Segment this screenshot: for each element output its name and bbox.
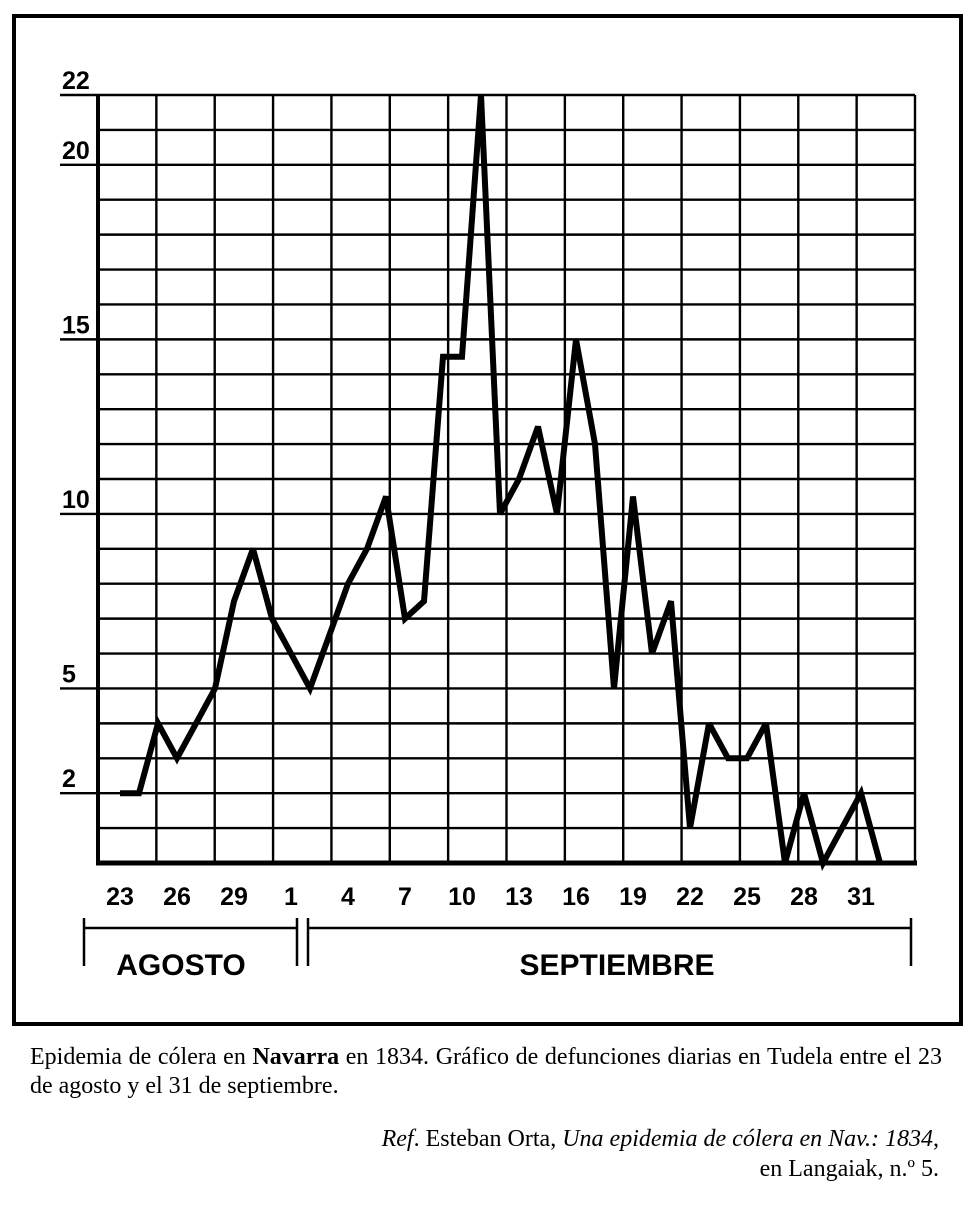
x-tick-label: 13 [505, 883, 533, 911]
reference-source: en Langaiak, n.º 5. [759, 1156, 939, 1182]
data-point [861, 793, 862, 794]
caption-text-1: Epidemia de cólera en [30, 1044, 253, 1070]
data-point [367, 548, 368, 549]
data-point [158, 723, 159, 724]
data-point [234, 601, 235, 602]
data-point [405, 618, 406, 619]
data-point [424, 601, 425, 602]
x-tick-label: 28 [790, 883, 818, 911]
data-point [747, 758, 748, 759]
x-tick-label: 4 [341, 883, 355, 911]
data-point [709, 723, 710, 724]
reference-comma: , [933, 1126, 939, 1152]
y-tick-label: 20 [62, 136, 90, 165]
y-tick-label: 22 [62, 67, 90, 95]
data-point [576, 339, 577, 340]
month-label-septiembre: SEPTIEMBRE [519, 949, 715, 982]
x-axis-tick-labels [106, 883, 875, 911]
reference-author: . Esteban Orta, [413, 1126, 563, 1152]
x-tick-label: 10 [448, 883, 476, 911]
data-point [348, 583, 349, 584]
data-point [823, 863, 824, 864]
data-point [690, 828, 691, 829]
data-point [880, 863, 881, 864]
x-tick-label: 26 [163, 883, 191, 911]
y-axis-tick-labels [62, 67, 90, 793]
data-point [842, 828, 843, 829]
month-label-agosto: AGOSTO [116, 949, 246, 982]
data-point [139, 793, 140, 794]
data-point [804, 793, 805, 794]
data-point [633, 496, 634, 497]
data-point [557, 513, 558, 514]
figure-reference [179, 1124, 939, 1184]
data-point [272, 618, 273, 619]
data-point [443, 356, 444, 357]
y-tick-label: 2 [62, 765, 76, 794]
y-tick-label: 10 [62, 485, 90, 514]
data-point [671, 601, 672, 602]
data-point [386, 496, 387, 497]
y-tick-label: 15 [62, 311, 90, 340]
caption-text-2: en 1834. Gráfico de defunciones diarias en Tudela entre el 23 de agosto y el 31 de septiembre. [30, 1044, 942, 1099]
data-point [728, 758, 729, 759]
y-tick-label: 5 [62, 660, 76, 689]
data-point [196, 723, 197, 724]
data-point [481, 95, 482, 96]
data-point [462, 356, 463, 357]
data-point [215, 688, 216, 689]
data-point [538, 426, 539, 427]
x-tick-label: 7 [398, 883, 412, 911]
data-point [785, 863, 786, 864]
data-point [253, 548, 254, 549]
x-tick-label: 19 [619, 883, 647, 911]
data-point [120, 793, 121, 794]
figure-caption [30, 1043, 942, 1101]
data-point [519, 479, 520, 480]
data-point [291, 653, 292, 654]
x-tick-label: 16 [562, 883, 590, 911]
data-point [595, 444, 596, 445]
x-tick-label: 23 [106, 883, 134, 911]
data-point [766, 723, 767, 724]
x-tick-label: 31 [847, 883, 875, 911]
data-point [329, 636, 330, 637]
x-tick-label: 22 [676, 883, 704, 911]
x-tick-label: 29 [220, 883, 248, 911]
caption-bold-region: Navarra [252, 1044, 340, 1070]
reference-label: Ref [381, 1126, 414, 1152]
data-point [177, 758, 178, 759]
data-point [500, 513, 501, 514]
data-point [652, 653, 653, 654]
reference-title: Una epidemia de cólera en Nav.: 1834 [562, 1126, 933, 1152]
data-point [310, 688, 311, 689]
x-tick-label: 1 [284, 883, 298, 911]
x-tick-label: 25 [733, 883, 761, 911]
data-point [614, 688, 615, 689]
